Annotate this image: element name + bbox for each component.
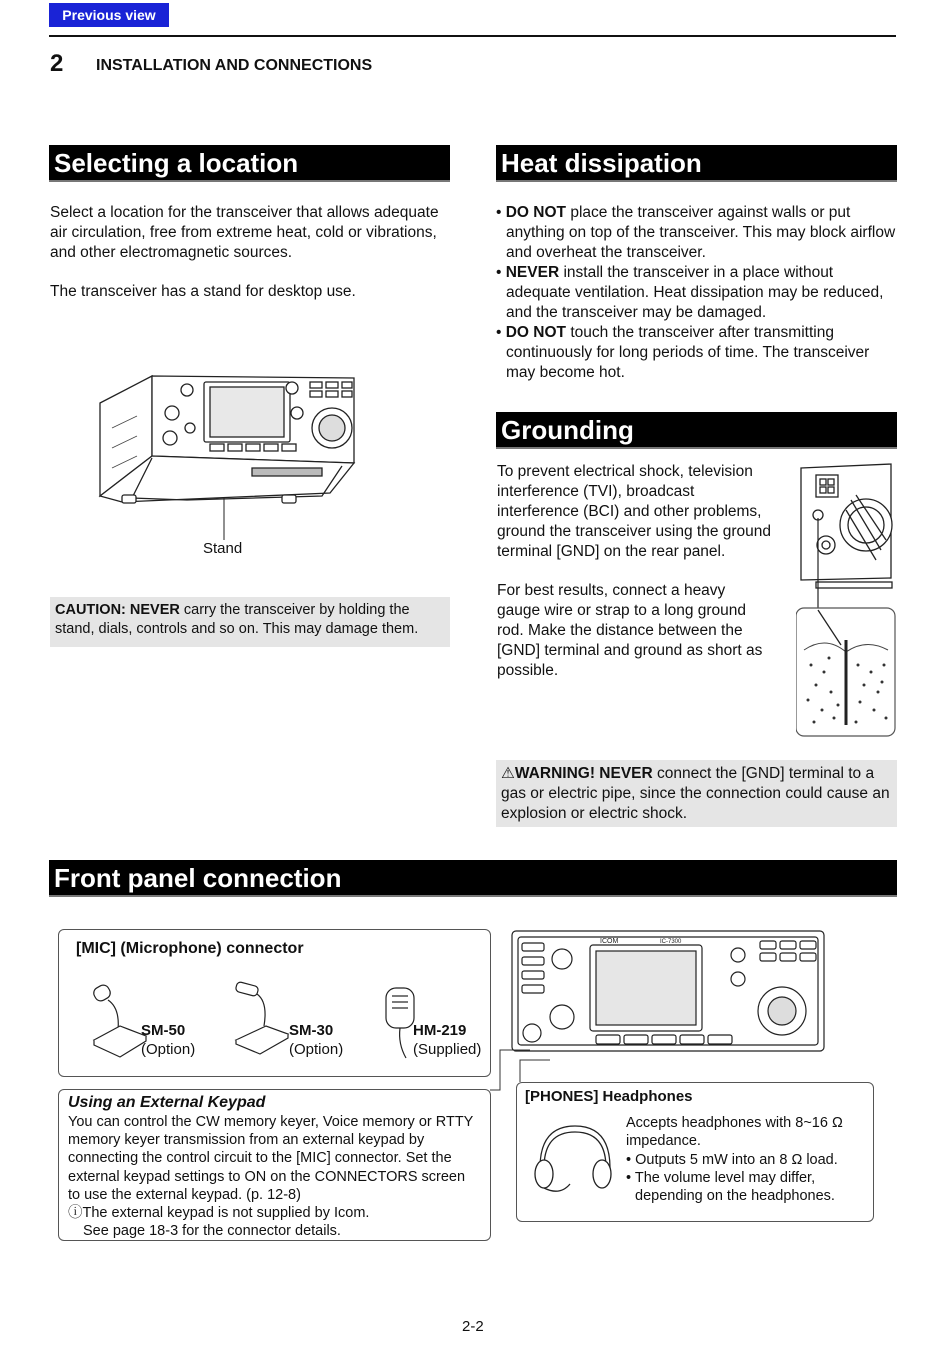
headphones-icon xyxy=(530,1118,620,1198)
keypad-title: Using an External Keypad xyxy=(68,1094,266,1111)
phones-description xyxy=(626,1114,866,1205)
phones-bullet-2: • The volume level may differ, depending on the headphones. xyxy=(626,1169,835,1205)
keypad-note-1-text: The external keypad is not supplied by Icom. xyxy=(82,1205,370,1222)
heat-bullet-bold: DO NOT xyxy=(505,204,567,221)
phones-title: [PHONES] Headphones xyxy=(525,1088,693,1105)
selecting-para-2: The transceiver has a stand for desktop use. xyxy=(50,283,356,300)
heat-bullet: • DO NOT place the transceiver against walls or put anything on top of the transceiver. This may block airflow and overheat the transceiver. xyxy=(496,204,896,261)
grounding-para-1: To prevent electrical shock, television interference (TVI), broadcast interference (BCI) and other problems, ground the transceiver using the ground terminal [GND] on the rear panel. xyxy=(497,463,772,560)
top-divider xyxy=(49,35,896,37)
hm219-note: (Supplied) xyxy=(413,1041,482,1058)
external-keypad-box xyxy=(58,1089,491,1241)
heat-bullet-text: install the transceiver in a place without adequate ventilation. Heat dissipation may be reduced, and the transceiver may be damaged. xyxy=(506,264,884,321)
section-heading-heat-dissipation: Heat dissipation xyxy=(496,145,897,182)
heat-bullet-list xyxy=(496,203,896,383)
radio-model: IC-7300 xyxy=(660,939,682,945)
heat-bullet-text: place the transceiver against walls or put anything on top of the transceiver. This may block airflow and overheat the transceiver. xyxy=(506,204,896,261)
sm30-name: SM-30 xyxy=(289,1022,334,1039)
sm50-note: (Option) xyxy=(141,1041,196,1058)
warning-text: connect the [GND] terminal to a gas or electric pipe, since the connection could cause an explosion or electric shock. xyxy=(501,765,890,822)
page-number: 2-2 xyxy=(462,1318,484,1335)
rear-panel-gnd-illustration xyxy=(796,460,896,740)
hm219-name: HM-219 xyxy=(413,1022,467,1039)
section-heading-grounding: Grounding xyxy=(496,412,897,449)
selecting-location-text xyxy=(50,203,450,321)
heat-bullet: • DO NOT touch the transceiver after transmitting continuously for long periods of time. The transceiver may become hot. xyxy=(496,324,870,381)
heat-bullet-bold: DO NOT xyxy=(505,324,567,341)
section-heading-front-panel: Front panel connection xyxy=(49,860,897,897)
phones-bullet-1: • Outputs 5 mW into an 8 Ω load. xyxy=(626,1151,838,1168)
info-icon: ⓘ xyxy=(68,1205,83,1222)
chapter-number: 2 xyxy=(50,50,64,77)
caution-box xyxy=(50,597,450,647)
warning-box xyxy=(496,760,897,827)
keypad-text: You can control the CW memory keyer, Voice memory or RTTY memory keyer transmission from an external keypad by connecting the control circuit to the [MIC] connector. Set the external keypad settings to ON on the CONNECTORS screen to use the external keypad. (p. 12-8) xyxy=(68,1114,474,1203)
heat-bullet-text: touch the transceiver after transmitting continuously for long periods of time. The transceiver may become hot. xyxy=(506,324,870,381)
radio-brand: ICOM xyxy=(600,938,619,945)
caution-prefix: CAUTION: NEVER xyxy=(55,602,180,618)
previous-view-button[interactable]: Previous view xyxy=(49,3,169,27)
phones-line-1: Accepts headphones with 8~16 Ω impedance. xyxy=(626,1115,843,1150)
section-heading-selecting-location: Selecting a location xyxy=(49,145,450,182)
heat-bullet-bold: NEVER xyxy=(505,264,560,281)
grounding-text xyxy=(497,462,772,700)
stand-label: Stand xyxy=(203,540,243,557)
warning-prefix: WARNING! NEVER xyxy=(514,765,653,782)
stand-pointer-line xyxy=(218,498,230,540)
keypad-note-2: See page 18-3 for the connector details. xyxy=(83,1223,341,1240)
chapter-title: INSTALLATION AND CONNECTIONS xyxy=(96,57,373,74)
mic-connector-title: [MIC] (Microphone) connector xyxy=(76,940,304,957)
warning-icon: ⚠ xyxy=(501,765,515,782)
sm50-name: SM-50 xyxy=(141,1022,186,1039)
sm30-note: (Option) xyxy=(289,1041,344,1058)
keypad-note-1 xyxy=(68,1204,481,1222)
caution-text: carry the transceiver by holding the stand, dials, controls and so on. This may damage them. xyxy=(55,602,419,637)
grounding-para-2: For best results, connect a heavy gauge wire or strap to a long ground rod. Make the distance between the [GND] terminal and ground as short as possible. xyxy=(497,582,763,679)
heat-bullet: • NEVER install the transceiver in a place without adequate ventilation. Heat dissipation may be reduced, and the transceiver may be damaged. xyxy=(496,264,884,321)
transceiver-stand-illustration xyxy=(92,368,362,518)
selecting-para-1: Select a location for the transceiver that allows adequate air circulation, free from extreme heat, cold or vibrations, and other electromagnetic sources. xyxy=(50,204,439,261)
sm30-microphone-icon xyxy=(232,980,292,1060)
